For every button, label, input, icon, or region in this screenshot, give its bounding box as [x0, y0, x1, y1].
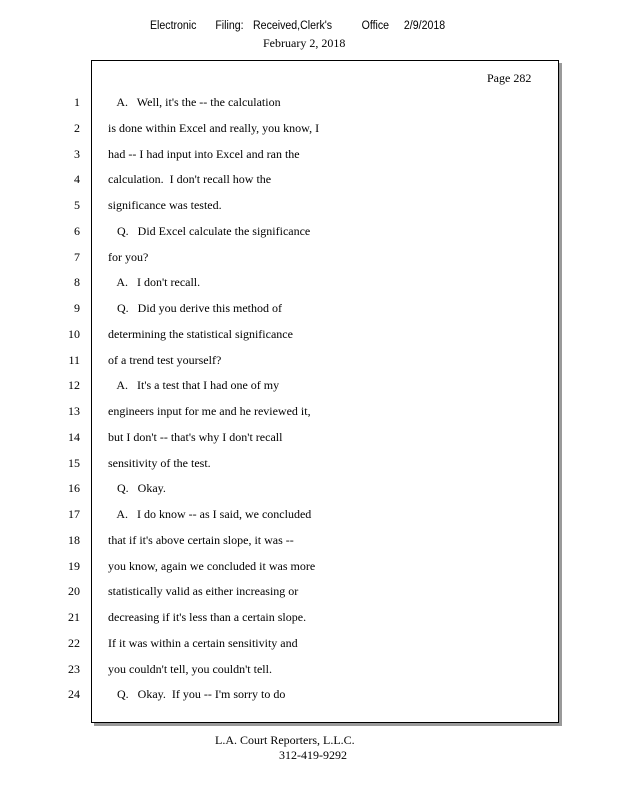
line-number: 9	[74, 301, 80, 315]
line-number: 16	[68, 481, 80, 495]
line-text: Q. Okay.	[108, 481, 166, 495]
filing-electronic: Electronic	[150, 20, 197, 32]
line-number: 22	[68, 636, 80, 650]
line-number: 14	[68, 430, 80, 444]
line-text: you couldn't tell, you couldn't tell.	[108, 662, 272, 676]
line-number: 17	[68, 507, 80, 521]
line-text: If it was within a certain sensitivity and	[108, 636, 298, 650]
line-number: 7	[74, 250, 80, 264]
line-text: decreasing if it's less than a certain slope.	[108, 610, 307, 624]
line-number: 23	[68, 662, 80, 676]
line-text: Q. Okay. If you -- I'm sorry to do	[108, 687, 286, 701]
filing-date: 2/9/2018	[403, 20, 446, 32]
line-text: significance was tested.	[108, 198, 222, 212]
line-text: for you?	[108, 250, 149, 264]
line-text: A. I do know -- as I said, we concluded	[108, 507, 312, 521]
line-number: 13	[68, 404, 80, 418]
filing-received: Received,Clerk's	[253, 20, 333, 32]
line-number: 8	[74, 275, 80, 289]
line-number: 2	[74, 121, 80, 135]
line-text: A. It's a test that I had one of my	[108, 378, 280, 392]
page-number: Page 282	[487, 71, 532, 85]
reporter-phone: 312-419-9292	[279, 748, 347, 762]
line-text: you know, again we concluded it was more	[108, 559, 316, 573]
line-text: that if it's above certain slope, it was --	[108, 533, 294, 547]
filing-stamp	[12, 20, 581, 36]
line-number: 15	[68, 456, 80, 470]
line-text: determining the statistical significance	[108, 327, 293, 341]
line-number: 6	[74, 224, 80, 238]
line-text: Q. Did Excel calculate the significance	[108, 224, 311, 238]
filing-office: Office	[361, 20, 390, 32]
line-number: 18	[68, 533, 80, 547]
transcript-date: February 2, 2018	[263, 36, 346, 50]
line-number: 5	[74, 198, 80, 212]
line-text: calculation. I don't recall how the	[108, 172, 272, 186]
reporter-company: L.A. Court Reporters, L.L.C.	[215, 733, 355, 747]
line-text: had -- I had input into Excel and ran the	[108, 147, 300, 161]
line-number: 21	[68, 610, 80, 624]
line-text: of a trend test yourself?	[108, 353, 222, 367]
line-text: A. I don't recall.	[108, 275, 201, 289]
line-text: A. Well, it's the -- the calculation	[108, 95, 281, 109]
line-text: Q. Did you derive this method of	[108, 301, 282, 315]
line-text: engineers input for me and he reviewed it,	[108, 404, 311, 418]
line-number: 19	[68, 559, 80, 573]
line-number: 24	[68, 687, 80, 701]
line-number: 10	[68, 327, 80, 341]
line-text: is done within Excel and really, you know, I	[108, 121, 320, 135]
line-number: 3	[74, 147, 80, 161]
line-number: 12	[68, 378, 80, 392]
line-text: statistically valid as either increasing or	[108, 584, 299, 598]
filing-label: Filing:	[215, 20, 244, 32]
line-number: 11	[68, 353, 80, 367]
line-number: 4	[74, 172, 80, 186]
line-number: 20	[68, 584, 80, 598]
line-text: but I don't -- that's why I don't recall	[108, 430, 283, 444]
line-number: 1	[74, 95, 80, 109]
line-text: sensitivity of the test.	[108, 456, 211, 470]
